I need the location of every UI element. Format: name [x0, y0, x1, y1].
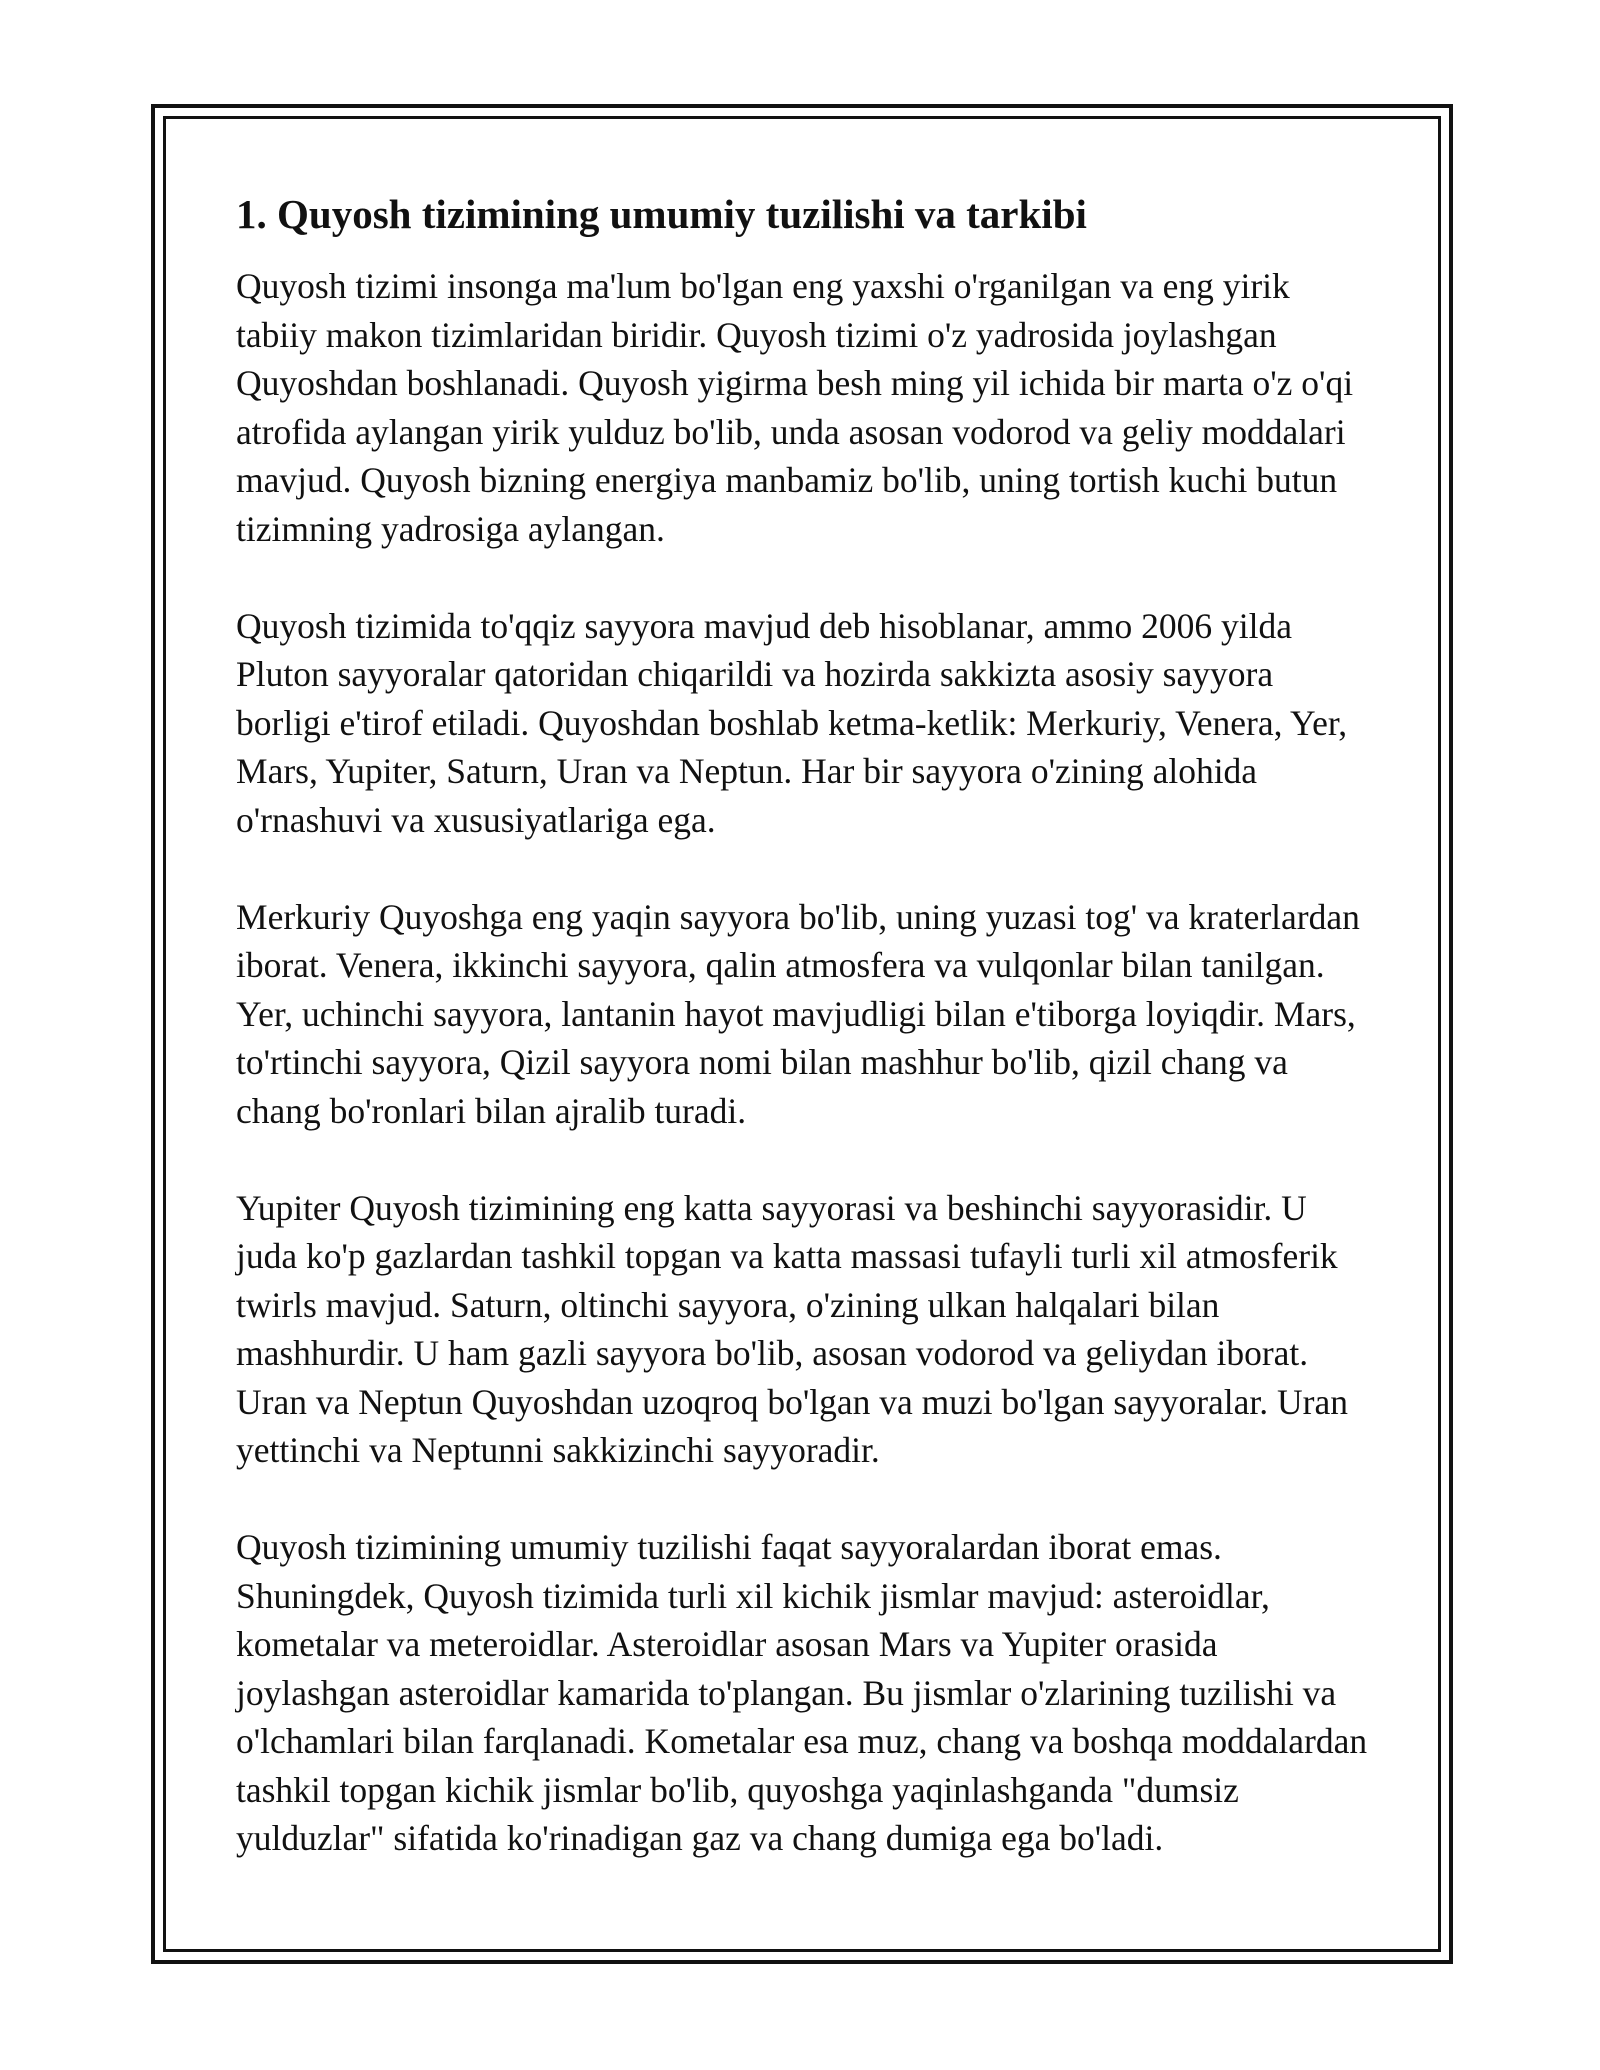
paragraph-4: Yupiter Quyosh tizimining eng katta sayyorasi va beshinchi sayyorasidir. U juda ko'p gazlardan tashkil topgan va katta massasi tufayli turli xil atmosferik twirls mavjud. Saturn, oltinchi sayyora, o'zining ulkan halqalari bilan mashhurdir. U ham gazli sayyora bo'lib, asosan vodorod va geliydan iborat. Uran va Neptun Quyoshdan uzoqroq bo'lgan va muzi bo'lgan sayyoralar. Uran yettinchi va Neptunni sakkizinchi sayyoradir. [236, 1187, 1349, 1470]
paragraph-5: Quyosh tizimining umumiy tuzilishi faqat sayyoralardan iborat emas. Shuningdek, Quyosh tizimida turli xil kichik jismlar mavjud: asteroidlar, kometalar va meteroidlar. Asteroidlar asosan Mars va Yupiter orasida joylashgan asteroidlar kamarida to'plangan. Bu jismlar o'zlarining tuzilishi va o'lchamlari bilan farqlanadi. Kometalar esa muz, chang va boshqa moddalardan tashkil topgan kichik jismlar bo'lib, quyoshga yaqinlashganda "dumsiz yulduzlar" sifatida ko'rinadigan gaz va chang dumiga ega bo'ladi. [236, 1527, 1368, 1858]
paragraph-2: Quyosh tizimida to'qqiz sayyora mavjud deb hisoblanar, ammo 2006 yilda Pluton sayyoralar qatoridan chiqarildi va hozirda sakkizta asosiy sayyora borligi e'tirof etiladi. Quyoshdan boshlab ketma-ketlik: Merkuriy, Venera, Yer, Mars, Yupiter, Saturn, Uran va Neptun. Har bir sayyora o'zining alohida o'rnashuvi va xususiyatlariga ega. [236, 605, 1348, 840]
document-body [236, 190, 1371, 1863]
paragraph-3: Merkuriy Quyoshga eng yaqin sayyora bo'lib, uning yuzasi tog' va kraterlardan iborat. Venera, ikkinchi sayyora, qalin atmosfera va vulqonlar bilan tanilgan. Yer, uchinchi sayyora, lantanin hayot mavjudligi bilan e'tiborga loyiqdir. Mars, to'rtinchi sayyora, Qizil sayyora nomi bilan mashhur bo'lib, qizil chang va chang bo'ronlari bilan ajralib turadi. [236, 896, 1360, 1131]
paragraph-1: Quyosh tizimi insonga ma'lum bo'lgan eng yaxshi o'rganilgan va eng yirik tabiiy makon tizimlaridan biridir. Quyosh tizimi o'z yadrosida joylashgan Quyoshdan boshlanadi. Quyosh yigirma besh ming yil ichida bir marta o'z o'qi atrofida aylangan yirik yulduz bo'lib, unda asosan vodorod va geliy moddalari mavjud. Quyosh bizning energiya manbamiz bo'lib, uning tortish kuchi butun tizimning yadrosiga aylangan. [236, 266, 1354, 549]
section-title: 1. Quyosh tizimining umumiy tuzilishi va tarkibi [236, 191, 1087, 237]
